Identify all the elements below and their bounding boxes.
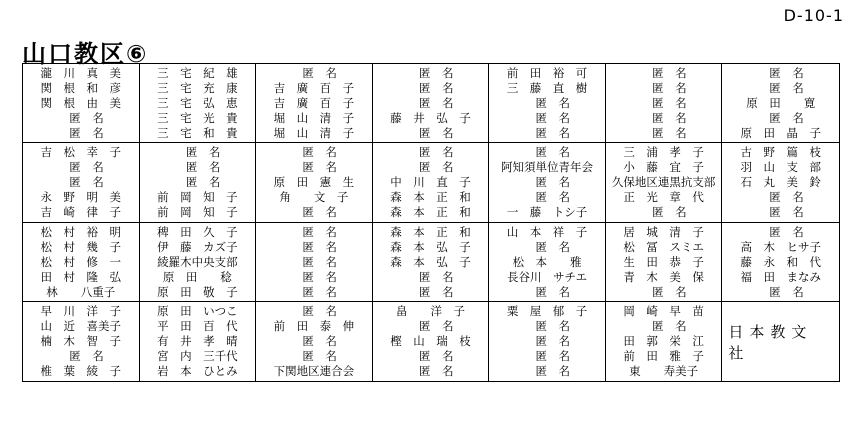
donor-name: 居 城 清 子 — [623, 224, 704, 239]
donor-name: 高 木 ヒサ子 — [740, 239, 821, 254]
donor-name: 藤 永 和 代 — [740, 254, 821, 269]
donor-name: 阿知須単位青年会 — [501, 160, 594, 175]
donor-name: 匿 名 — [640, 284, 687, 299]
table-cell — [373, 302, 490, 381]
donor-name: 長谷川 サチエ — [507, 269, 588, 284]
table-cell — [373, 143, 490, 222]
donor-name: 匿 名 — [290, 239, 337, 254]
donor-name: 原 田 敬 子 — [157, 284, 238, 299]
donor-name: 匿 名 — [757, 66, 804, 80]
donor-name: 匿 名 — [290, 284, 337, 299]
donor-name: 松 村 幾 子 — [40, 239, 122, 254]
donor-name: 前 岡 知 子 — [157, 205, 238, 220]
donor-name: 匿 名 — [640, 111, 687, 125]
donor-name: 匿 名 — [407, 160, 454, 175]
donor-name: 伊 藤 カズ子 — [157, 239, 238, 254]
donor-name: 東 寿美子 — [629, 363, 699, 378]
donor-name: 吉 崎 律 子 — [40, 205, 122, 220]
donor-name: 三 宅 弘 恵 — [157, 96, 238, 110]
table-cell — [23, 64, 140, 143]
donor-name: 稗 田 久 子 — [157, 224, 238, 239]
donor-name: 匿 名 — [524, 318, 571, 333]
donor-name: 匿 名 — [640, 96, 687, 110]
donor-name: 石 丸 美 鈴 — [740, 175, 821, 190]
table-cell — [373, 223, 490, 302]
table-cell — [489, 64, 606, 143]
table-cell — [23, 223, 140, 302]
donor-name: 匿 名 — [290, 224, 337, 239]
page-title: 山口教区⑥ — [22, 40, 149, 68]
donor-name: 原 田 いつこ — [157, 303, 238, 318]
table-cell — [606, 302, 723, 381]
donor-name: 松 冨 スミエ — [623, 239, 704, 254]
donor-name: 松 村 修 一 — [40, 254, 122, 269]
donor-name: 福 田 まなみ — [740, 269, 821, 284]
table-cell — [140, 143, 257, 222]
donor-name: 匿 名 — [57, 160, 104, 175]
table-cell — [140, 223, 257, 302]
donor-name: 匿 名 — [407, 81, 454, 95]
donor-name: 松 本 雅 — [512, 254, 582, 269]
donor-name: 匿 名 — [290, 145, 337, 160]
donor-name: 三 藤 直 樹 — [506, 81, 588, 95]
donor-name: 匿 名 — [407, 284, 454, 299]
donor-name: 原 田 晶 子 — [740, 126, 821, 140]
donor-name: 三 宅 充 康 — [157, 81, 238, 95]
donor-name: 匿 名 — [290, 254, 337, 269]
donor-name: 生 田 恭 子 — [623, 254, 704, 269]
publisher-name: 日本教文社 — [728, 323, 813, 363]
donor-name: 永 野 明 美 — [40, 190, 122, 205]
table-cell — [256, 143, 373, 222]
donor-name: 匿 名 — [407, 269, 454, 284]
donor-name: 匿 名 — [407, 348, 454, 363]
donor-name: 匿 名 — [757, 224, 804, 239]
donor-name: 匿 名 — [290, 160, 337, 175]
donor-name: 森 本 弘 子 — [390, 254, 471, 269]
donor-name: 林 八重子 — [46, 284, 116, 299]
donor-name: 平 田 百 代 — [157, 318, 238, 333]
donor-name: 前 田 泰 伸 — [273, 318, 355, 333]
donor-name: 匿 名 — [524, 348, 571, 363]
donor-name: 有 井 孝 晴 — [157, 333, 238, 348]
donor-name: 久保地区連黒抗支部 — [611, 175, 716, 190]
donor-name: 吉 松 幸 子 — [40, 145, 122, 160]
donor-name: 匿 名 — [174, 145, 221, 160]
donor-name: 匿 名 — [290, 66, 337, 80]
donor-name: 三 浦 孝 子 — [623, 145, 704, 160]
table-cell — [606, 64, 723, 143]
donor-name: 匿 名 — [407, 66, 454, 80]
donor-name: 匿 名 — [524, 126, 571, 140]
donor-name: 匿 名 — [640, 318, 687, 333]
donor-name: 森 本 弘 子 — [390, 239, 471, 254]
document-code: D-10-1 — [783, 6, 844, 25]
donor-name: 椎 葉 綾 子 — [40, 363, 122, 378]
table-cell — [722, 223, 839, 302]
table-cell — [23, 143, 140, 222]
donor-name: 宮 内 三千代 — [157, 348, 238, 363]
donor-table — [22, 63, 840, 382]
donor-name: 匿 名 — [757, 190, 804, 205]
donor-name: 匿 名 — [640, 81, 687, 95]
donor-name: 森 本 正 和 — [390, 224, 471, 239]
donor-name: 堀 山 清 子 — [273, 126, 355, 140]
donor-name: 匿 名 — [57, 111, 104, 125]
table-cell — [722, 143, 839, 222]
table-cell — [489, 302, 606, 381]
table-cell — [489, 223, 606, 302]
donor-name: 岡 崎 早 苗 — [623, 303, 704, 318]
donor-name: 粟 屋 郁 子 — [506, 303, 588, 318]
donor-name: 正 光 章 代 — [623, 190, 704, 205]
donor-name: 樫 山 瑞 枝 — [390, 333, 471, 348]
donor-name: 原 田 寛 — [746, 96, 816, 110]
table-cell — [722, 302, 839, 381]
donor-name: 早 川 洋 子 — [40, 303, 122, 318]
donor-name: 山 近 喜美子 — [40, 318, 122, 333]
donor-name: 吉 廣 百 子 — [273, 96, 355, 110]
donor-name: 綾羅木中央支部 — [157, 254, 238, 269]
donor-name: 匿 名 — [757, 81, 804, 95]
donor-name: 三 宅 紀 雄 — [157, 66, 238, 80]
donor-name: 匿 名 — [640, 126, 687, 140]
donor-name: 森 本 正 和 — [390, 205, 471, 220]
donor-name: 匿 名 — [290, 303, 337, 318]
donor-name: 岩 本 ひとみ — [157, 363, 238, 378]
donor-name: 匿 名 — [640, 205, 687, 220]
donor-name: 三 宅 和 貴 — [157, 126, 238, 140]
donor-name: 原 田 憲 生 — [273, 175, 355, 190]
table-cell — [606, 223, 723, 302]
donor-name: 匿 名 — [524, 284, 571, 299]
donor-name: 匿 名 — [524, 111, 571, 125]
donor-name: 松 村 裕 明 — [40, 224, 122, 239]
donor-name: 匿 名 — [407, 318, 454, 333]
donor-name: 匿 名 — [524, 96, 571, 110]
table-cell — [606, 143, 723, 222]
donor-name: 田 村 隆 弘 — [40, 269, 122, 284]
table-cell — [256, 302, 373, 381]
donor-name: 匿 名 — [290, 269, 337, 284]
donor-name: 青 木 美 保 — [623, 269, 704, 284]
table-cell — [373, 64, 490, 143]
donor-name: 匿 名 — [290, 333, 337, 348]
donor-name: 匿 名 — [757, 284, 804, 299]
donor-name: 匿 名 — [174, 175, 221, 190]
table-cell — [256, 223, 373, 302]
donor-name: 関 根 和 彦 — [40, 81, 122, 95]
donor-name: 匿 名 — [407, 145, 454, 160]
donor-name: 匿 名 — [524, 333, 571, 348]
donor-name: 匿 名 — [290, 205, 337, 220]
donor-name: 匿 名 — [524, 363, 571, 378]
donor-name: 匿 名 — [407, 126, 454, 140]
donor-name: 前 岡 知 子 — [157, 190, 238, 205]
donor-name: 吉 廣 百 子 — [273, 81, 355, 95]
donor-name: 原 田 稔 — [162, 269, 232, 284]
donor-name: 匿 名 — [57, 175, 104, 190]
donor-name: 瀧 川 真 美 — [40, 66, 122, 80]
donor-name: 関 根 由 美 — [40, 96, 122, 110]
donor-name: 匿 名 — [407, 363, 454, 378]
donor-name: 三 宅 光 貴 — [157, 111, 238, 125]
table-cell — [256, 64, 373, 143]
donor-name: 匿 名 — [407, 96, 454, 110]
donor-name: 中 川 直 子 — [390, 175, 471, 190]
donor-name: 匿 名 — [57, 348, 104, 363]
donor-name: 古 野 篇 枝 — [740, 145, 821, 160]
donor-name: 匿 名 — [290, 348, 337, 363]
donor-name: 匿 名 — [57, 126, 104, 140]
donor-name: 羽 山 支 部 — [740, 160, 821, 175]
table-cell — [140, 302, 257, 381]
donor-name: 下関地区連合会 — [273, 363, 355, 378]
donor-name: 楠 木 智 子 — [40, 333, 122, 348]
donor-name: 匿 名 — [757, 205, 804, 220]
donor-name: 田 郭 栄 江 — [623, 333, 704, 348]
table-cell — [489, 143, 606, 222]
donor-name: 堀 山 清 子 — [273, 111, 355, 125]
table-cell — [140, 64, 257, 143]
donor-name: 森 本 正 和 — [390, 190, 471, 205]
donor-name: 小 藤 宜 子 — [623, 160, 704, 175]
table-cell — [23, 302, 140, 381]
donor-name: 前 田 裕 可 — [506, 66, 588, 80]
donor-name: 匿 名 — [524, 190, 571, 205]
donor-name: 山 本 祥 子 — [506, 224, 588, 239]
donor-name: 角 文 子 — [279, 190, 349, 205]
donor-name: 一 藤 トシ子 — [506, 205, 588, 220]
donor-name: 匿 名 — [640, 66, 687, 80]
table-cell — [722, 64, 839, 143]
donor-name: 畠 洋 子 — [395, 303, 465, 318]
donor-name: 匿 名 — [524, 175, 571, 190]
donor-name: 匿 名 — [524, 145, 571, 160]
donor-name: 匿 名 — [524, 239, 571, 254]
donor-name: 匿 名 — [174, 160, 221, 175]
donor-name: 藤 井 弘 子 — [390, 111, 471, 125]
donor-name: 前 田 雅 子 — [623, 348, 704, 363]
donor-name: 匿 名 — [757, 111, 804, 125]
